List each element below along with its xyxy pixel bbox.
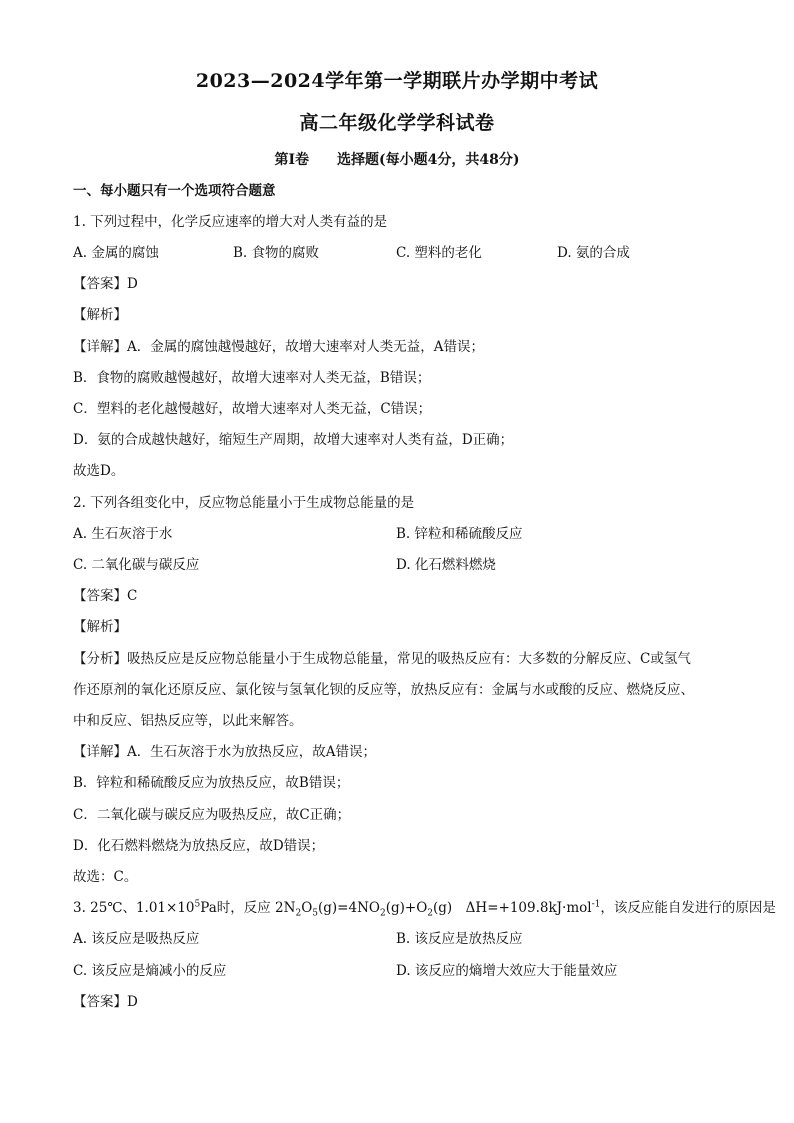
q3-option-a: A. 该反应是吸热反应 xyxy=(73,931,200,947)
q2-detail-line: D．化石燃料燃烧为放热反应，故D错误； xyxy=(73,838,325,854)
q1-detail-line: C．塑料的老化越慢越好，故增大速率对人类无益，C错误； xyxy=(73,401,432,417)
q2-detail-line: C．二氧化碳与碳反应为吸热反应，故C正确； xyxy=(73,807,351,823)
q2-option-d: D. 化石燃料燃烧 xyxy=(396,557,496,573)
q1-stem: 1. 下列过程中，化学反应速率的增大对人类有益的是 xyxy=(73,214,388,230)
exam-title: 2023—2024学年第一学期联片办学期中考试 xyxy=(195,70,599,92)
q1-detail-line: B．食物的腐败越慢越好，故增大速率对人类无益，B错误； xyxy=(73,370,431,386)
q3-option-b: B. 该反应是放热反应 xyxy=(396,931,523,947)
exam-subtitle: 高二年级化学学科试卷 xyxy=(299,112,495,134)
q1-option-b: B. 食物的腐败 xyxy=(233,245,320,261)
q1-detail-line: 【详解】A．金属的腐蚀越慢越好，故增大速率对人类无益，A错误； xyxy=(73,339,484,355)
q2-answer: 【答案】C xyxy=(73,588,138,604)
q1-answer: 【答案】D xyxy=(73,276,138,292)
q1-option-c: C. 塑料的老化 xyxy=(396,245,482,261)
q2-analysis-line: 作还原剂的氧化还原反应、氯化铵与氢氧化钡的反应等，放热反应有：金属与水或酸的反应、燃烧反应、 xyxy=(73,682,694,698)
q2-stem: 2. 下列各组变化中，反应物总能量小于生成物总能量的是 xyxy=(73,495,415,511)
q1-detail-line: D．氨的合成越快越好，缩短生产周期，故增大速率对人类有益，D正确； xyxy=(73,432,514,448)
q2-conclusion: 故选：C。 xyxy=(73,869,138,885)
part-heading: 一、每小题只有一个选项符合题意 xyxy=(73,183,276,199)
q3-stem: 3. 25℃、$1.01\times 10^5Pa$时，反应 $2N_2O_5(g)=4NO_2(g)+O_2(g)$ ΔH=+109.8kJ·mol$^{-1}$，该反应能自发进行的原因是 xyxy=(73,899,776,919)
q3-answer: 【答案】D xyxy=(73,994,138,1010)
q1-conclusion: 故选D。 xyxy=(73,463,125,479)
q1-option-a: A. 金属的腐蚀 xyxy=(73,245,159,261)
q2-analysis-label: 【解析】 xyxy=(73,619,127,635)
q3-option-d: D. 该反应的熵增大效应大于能量效应 xyxy=(396,963,618,979)
q2-detail-line: 【详解】A．生石灰溶于水为放热反应，故A错误； xyxy=(73,744,376,760)
q3-option-c: C. 该反应是熵减小的反应 xyxy=(73,963,227,979)
q1-option-d: D. 氨的合成 xyxy=(557,245,630,261)
q2-analysis-line: 【分析】吸热反应是反应物总能量小于生成物总能量，常见的吸热反应有：大多数的分解反应、C或氢气 xyxy=(73,651,691,667)
q2-analysis-line: 中和反应、铝热反应等，以此来解答。 xyxy=(73,713,303,729)
q2-detail-line: B．锌粒和稀硫酸反应为放热反应，故B错误； xyxy=(73,775,350,791)
q2-option-c: C. 二氧化碳与碳反应 xyxy=(73,557,200,573)
q2-option-b: B. 锌粒和稀硫酸反应 xyxy=(396,526,523,542)
section-heading: 第Ⅰ卷 选择题(每小题4分，共48分) xyxy=(274,152,520,168)
q2-option-a: A. 生石灰溶于水 xyxy=(73,526,173,542)
q1-analysis-label: 【解析】 xyxy=(73,307,127,323)
